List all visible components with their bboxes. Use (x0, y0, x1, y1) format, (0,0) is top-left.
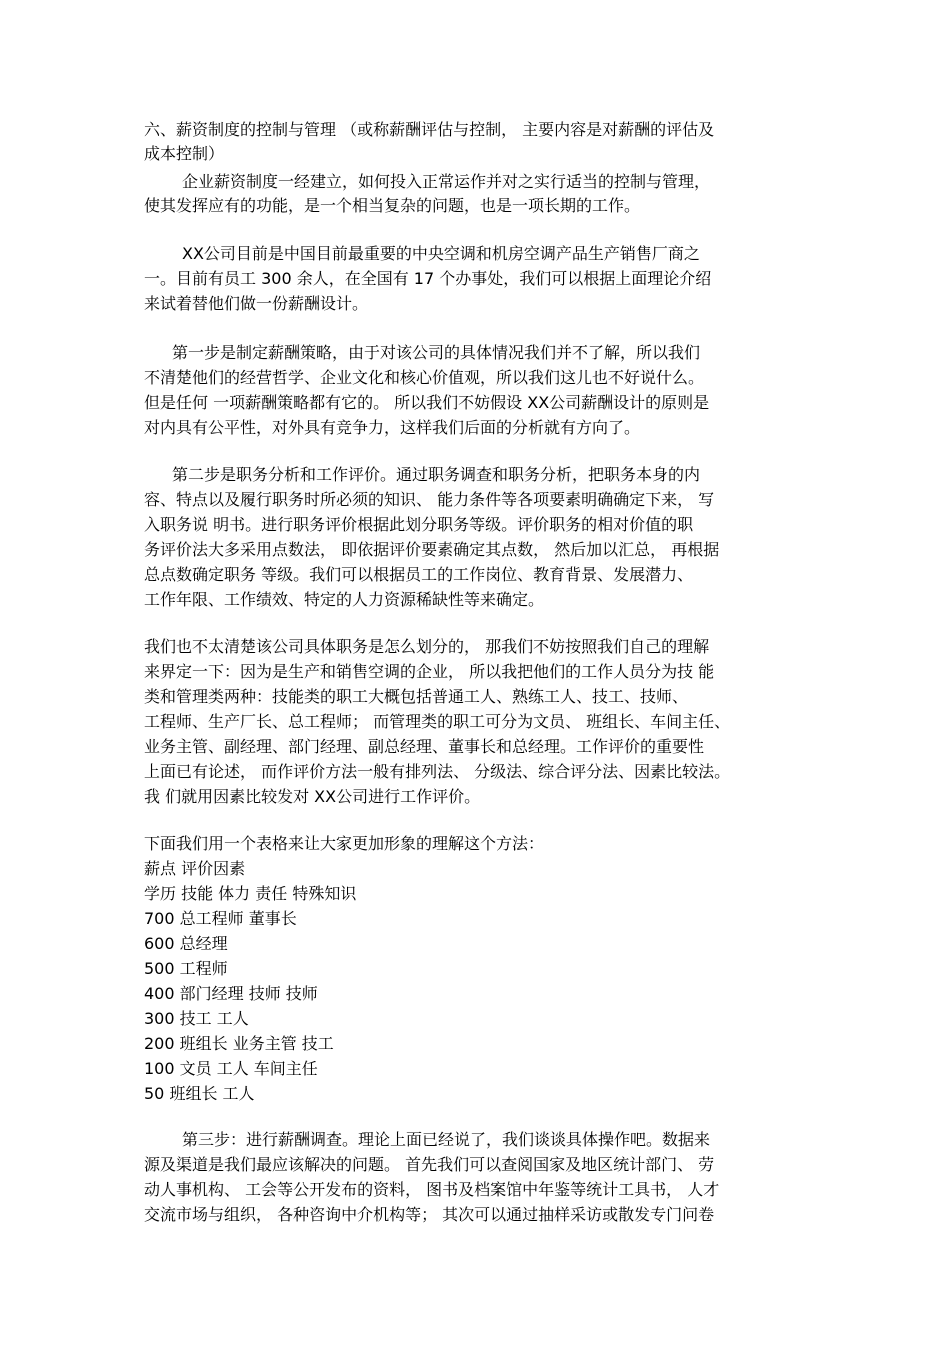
paragraph-line: 第二步是职务分析和工作评价。通过职务调查和职务分析，把职务本身的内 (172, 465, 701, 484)
paragraph-line: 业务主管、副经理、部门经理、副总经理、董事长和总经理。工作评价的重要性 (144, 737, 705, 756)
paragraph-line: 类和管理类两种：技能类的职工大概包括普通工人、熟练工人、技工、技师、 (144, 687, 689, 706)
paragraph-line: 工程师、生产厂长、总工程师； 而管理类的职工可分为文员、 班组长、车间主任、 (144, 712, 731, 731)
paragraph-line: XX公司目前是中国目前最重要的中央空调和机房空调产品生产销售厂商之 (182, 244, 700, 263)
paragraph-line: 第三步：进行薪酬调查。理论上面已经说了，我们谈谈具体操作吧。数据来 (182, 1130, 711, 1149)
paragraph-line: 入职务说 明书。进行职务评价根据此划分职务等级。评价职务的相对价值的职 (144, 515, 694, 534)
table-line: 700 总工程师 董事长 (144, 909, 297, 928)
table-line: 300 技工 工人 (144, 1009, 249, 1028)
table-line: 薪点 评价因素 (144, 859, 246, 878)
table-line: 50 班组长 工人 (144, 1084, 255, 1103)
paragraph-line: 使其发挥应有的功能，是一个相当复杂的问题，也是一项长期的工作。 (144, 196, 641, 215)
paragraph-line: 总点数确定职务 等级。我们可以根据员工的工作岗位、教育背景、发展潜力、 (144, 565, 694, 584)
paragraph-line: 企业薪资制度一经建立，如何投入正常运作并对之实行适当的控制与管理， (182, 172, 711, 191)
table-line: 200 班组长 业务主管 技工 (144, 1034, 334, 1053)
table-line: 100 文员 工人 车间主任 (144, 1059, 318, 1078)
paragraph-line: 第一步是制定薪酬策略，由于对该公司的具体情况我们并不了解，所以我们 (172, 343, 701, 362)
paragraph-line: 一。目前有员工 300 余人，在全国有 17 个办事处，我们可以根据上面理论介绍 (144, 269, 712, 288)
table-line: 400 部门经理 技师 技师 (144, 984, 318, 1003)
paragraph-line: 动人事机构、 工会等公开发布的资料， 图书及档案馆中年鉴等统计工具书， 人才 (144, 1180, 720, 1199)
paragraph-line: 来试着替他们做一份薪酬设计。 (144, 294, 369, 313)
paragraph-line: 对内具有公平性，对外具有竞争力，这样我们后面的分析就有方向了。 (144, 418, 641, 437)
paragraph-line: 工作年限、工作绩效、特定的人力资源稀缺性等来确定。 (144, 590, 545, 609)
table-line: 600 总经理 (144, 934, 228, 953)
paragraph-line: 源及渠道是我们最应该解决的问题。 首先我们可以查阅国家及地区统计部门、 劳 (144, 1155, 715, 1174)
paragraph-line: 不清楚他们的经营哲学、企业文化和核心价值观，所以我们这儿也不好说什么。 (144, 368, 705, 387)
section-heading-line: 成本控制） (144, 144, 225, 163)
paragraph-line: 我 们就用因素比较发对 XX公司进行工作评价。 (144, 787, 481, 806)
table-line: 学历 技能 体力 责任 特殊知识 (144, 884, 357, 903)
paragraph-line: 容、特点以及履行职务时所必须的知识、 能力条件等各项要素明确确定下来， 写 (144, 490, 715, 509)
paragraph-line: 交流市场与组织， 各种咨询中介机构等； 其次可以通过抽样采访或散发专门问卷 (144, 1205, 715, 1224)
paragraph-line: 上面已有论述， 而作评价方法一般有排列法、 分级法、综合评分法、因素比较法。 (144, 762, 731, 781)
paragraph-line: 我们也不太清楚该公司具体职务是怎么划分的， 那我们不妨按照我们自己的理解 (144, 637, 710, 656)
paragraph-line: 但是任何 一项薪酬策略都有它的。 所以我们不妨假设 XX公司薪酬设计的原则是 (144, 393, 710, 412)
paragraph-line: 务评价法大多采用点数法， 即依据评价要素确定其点数， 然后加以汇总， 再根据 (144, 540, 720, 559)
section-heading-line: 六、薪资制度的控制与管理 （或称薪酬评估与控制， 主要内容是对薪酬的评估及 (144, 120, 715, 139)
paragraph-line: 下面我们用一个表格来让大家更加形象的理解这个方法： (144, 834, 545, 853)
table-line: 500 工程师 (144, 959, 228, 978)
paragraph-line: 来界定一下：因为是生产和销售空调的企业， 所以我把他们的工作人员分为技 能 (144, 662, 715, 681)
